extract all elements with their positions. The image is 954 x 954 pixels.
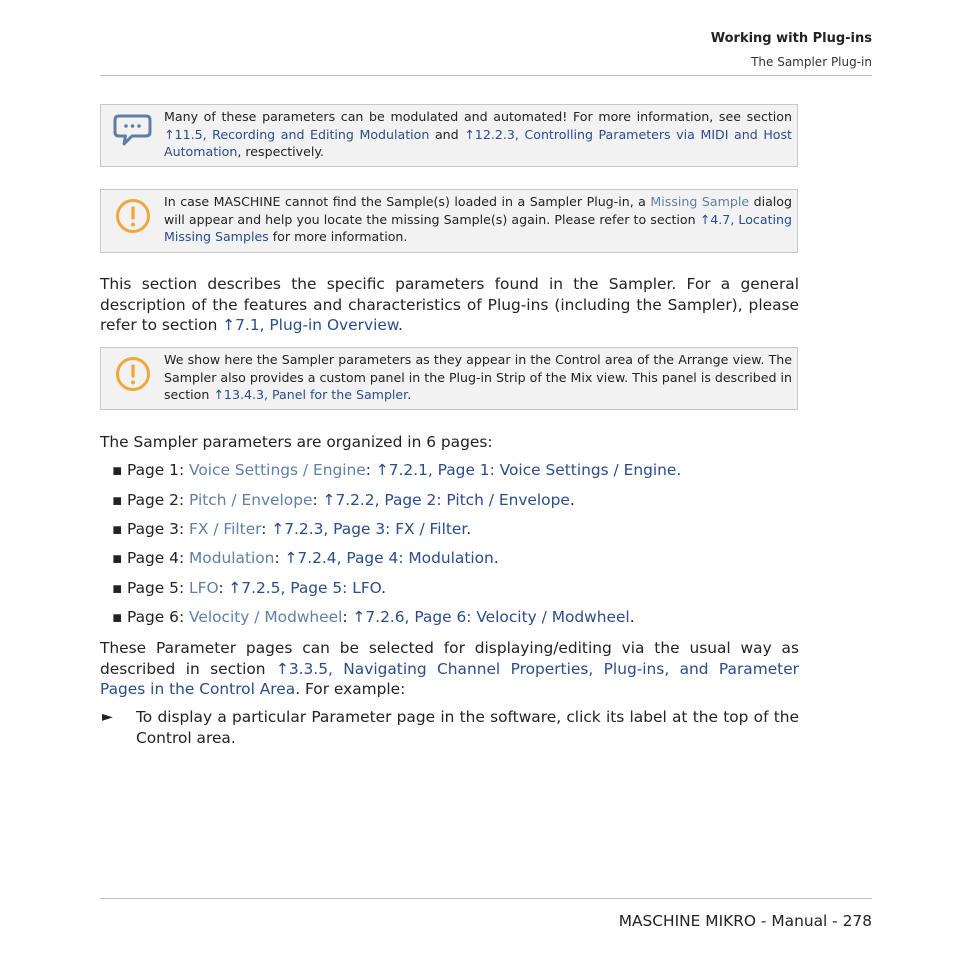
page-name: FX / Filter [189,520,262,538]
link-page-2[interactable]: ↑7.2.2, Page 2: Pitch / Envelope [322,491,570,509]
header-title: Working with Plug-ins [710,31,872,46]
page-name: Modulation [189,549,275,567]
outro-paragraph: These Parameter pages can be selected for displaying/editing via the usual way as described in section ↑3.3.5, Navigating Channel Properties, Plug-ins, and Parameter Pages in the Control Area. For example: [100,639,799,698]
instruction-step [100,707,799,748]
link-navigating-channel-properties[interactable]: ↑3.3.5, Navigating Channel Properties, Plug-ins, and Parameter Pages in the Control Area [100,659,799,698]
link-recording-editing-modulation[interactable]: ↑11.5, Recording and Editing Modulation [164,126,430,142]
list-item: ▪ Page 5: LFO: ↑7.2.5, Page 5: LFO. [112,579,387,597]
speech-bubble-icon [113,113,153,149]
page-name: Voice Settings / Engine [189,461,366,479]
missing-sample-label: Missing Sample [650,194,750,209]
warning-icon [113,198,153,234]
link-locating-missing-samples[interactable]: ↑4.7, Locating Missing Samples [164,211,792,245]
link-controlling-parameters[interactable]: ↑12.2.3, Controlling Parameters via MIDI and Host Automation [164,126,792,160]
tip-note-text: Many of these parameters can be modulated and automated! For more information, see section ↑11.5, Recording and Editing Modulation and ↑12.2.3, Controlling Parameters via MIDI and Host Automation, respectively. [164,109,792,160]
link-page-4[interactable]: ↑7.2.4, Page 4: Modulation [284,549,494,567]
warning-icon [113,356,153,392]
link-page-3[interactable]: ↑7.2.3, Page 3: FX / Filter [271,520,467,538]
link-page-5[interactable]: ↑7.2.5, Page 5: LFO [228,579,382,597]
footer-page-info: MASCHINE MIKRO - Manual - 278 [618,912,872,930]
intro-paragraph: This section describes the specific parameters found in the Sampler. For a general description of the features and characteristics of Plug-ins (including the Sampler), please refer to section ↑7.1, Plug-in Overview. [100,275,799,334]
header-subtitle: The Sampler Plug-in [751,55,872,69]
warning-note-text: In case MASCHINE cannot find the Sample(s) loaded in a Sampler Plug-in, a Missing Sample dialog will appear and help you locate the missing Sample(s) again. Please refer to section ↑4.7, Locating Missing Samples for more information. [164,194,792,245]
link-page-1[interactable]: ↑7.2.1, Page 1: Voice Settings / Engine [375,461,677,479]
list-item: ▪ Page 6: Velocity / Modwheel: ↑7.2.6, Page 6: Velocity / Modwheel. [112,608,635,626]
warning-note-arrange-view [100,347,798,410]
link-panel-for-sampler[interactable]: ↑13.4.3, Panel for the Sampler [213,387,408,403]
list-item: ▪ Page 1: Voice Settings / Engine: ↑7.2.1, Page 1: Voice Settings / Engine. [112,461,682,479]
page-name: LFO [189,579,219,597]
warning-note-missing-samples [100,189,798,253]
page-name: Velocity / Modwheel [189,608,343,626]
step-arrow-icon: ► [102,709,113,725]
step-text: To display a particular Parameter page in the software, click its label at the top of the Control area. [136,708,799,747]
footer-rule [100,898,872,899]
list-item: ▪ Page 3: FX / Filter: ↑7.2.3, Page 3: FX / Filter. [112,520,472,538]
page-name: Pitch / Envelope [189,491,313,509]
link-page-6[interactable]: ↑7.2.6, Page 6: Velocity / Modwheel [352,608,630,626]
warning-note-text: We show here the Sampler parameters as they appear in the Control area of the Arrange view. The Sampler also provides a custom panel in the Plug-in Strip of the Mix view. This panel is described in section ↑13.4.3, Panel for the Sampler. [164,352,793,403]
header-rule [100,75,872,76]
pages-intro: The Sampler parameters are organized in 6 pages: [100,433,493,451]
tip-note [100,104,798,167]
list-item: ▪ Page 2: Pitch / Envelope: ↑7.2.2, Page 2: Pitch / Envelope. [112,491,575,509]
link-plugin-overview[interactable]: ↑7.1, Plug-in Overview [222,316,398,334]
list-item: ▪ Page 4: Modulation: ↑7.2.4, Page 4: Modulation. [112,549,499,567]
